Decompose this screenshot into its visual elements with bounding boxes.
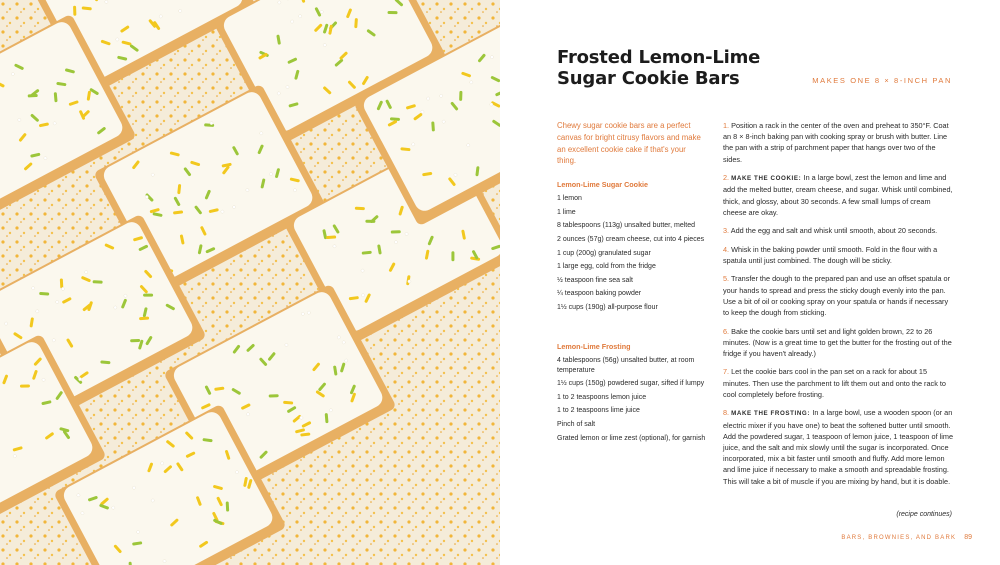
ingredient-item: 1 to 2 teaspoons lime juice	[557, 407, 640, 415]
recipe-step	[723, 244, 955, 266]
recipe-step	[723, 407, 955, 486]
ingredient-item: 1 to 2 teaspoons lemon juice	[557, 393, 647, 401]
step-text: Bake the cookie bars until set and light golden brown, 22 to 26 minutes. (Now is a great time to get the butter for the frosting out of the fridge if you haven't already.)	[723, 326, 952, 358]
step-text: Add the egg and salt and whisk until smooth, about 20 seconds.	[730, 226, 938, 236]
ingredient-item: ¼ teaspoon baking powder	[557, 290, 642, 298]
step-number: 2.	[723, 173, 732, 183]
ingredient-item: 1 lemon	[557, 195, 582, 203]
frosting-ingredient-list	[557, 356, 707, 443]
recipe-step	[723, 366, 955, 400]
recipe-step	[723, 225, 955, 236]
step-label: MAKE THE COOKIE:	[731, 175, 804, 183]
recipe-step	[723, 326, 955, 360]
step-number: 6.	[723, 326, 732, 336]
ingredient-item: 1½ cups (150g) powdered sugar, sifted if lumpy	[557, 380, 705, 388]
step-text: Position a rack in the center of the oven and preheat to 350°F. Coat an 8 × 8-inch baking pan with cooking spray or brush with butter. Line the pan with a strip of parchment paper that hangs over two of the sides.	[723, 121, 949, 164]
step-text: Let the cookie bars cool in the pan set on a rack for about 15 minutes. Then use the parchment to lift them out and onto the rack to cool completely before frosting.	[723, 367, 946, 399]
step-number: 5.	[723, 274, 731, 284]
recipe-step	[723, 172, 955, 218]
step-number: 7.	[723, 367, 732, 377]
cookie-ingredients	[557, 180, 707, 317]
recipe-step	[723, 273, 955, 318]
step-number: 1.	[723, 121, 732, 130]
recipe-step	[723, 120, 955, 165]
ingredient-item: 1 cup (200g) granulated sugar	[557, 249, 651, 257]
cookie-ingredients-heading: Lemon-Lime Sugar Cookie	[557, 180, 649, 189]
recipe-title: Frosted Lemon-Lime Sugar Cookie Bars	[557, 47, 761, 89]
ingredient-item: 4 tablespoons (56g) unsalted butter, at room temperature	[557, 357, 695, 374]
recipe-page	[500, 0, 1000, 565]
section-name: BARS, BROWNIES, AND BARK	[841, 535, 957, 541]
page-number: 89	[964, 534, 972, 541]
step-number: 3.	[723, 226, 731, 236]
ingredient-item: Grated lemon or lime zest (optional), for garnish	[557, 434, 706, 442]
page-footer	[841, 534, 972, 541]
ingredient-item: ½ teaspoon fine sea salt	[557, 276, 633, 284]
step-text: In a large bowl, use a wooden spoon (or an electric mixer if you have one) to beat the softened butter until smooth. Add the powdered sugar, 1 teaspoon of lemon juice, 1 teaspoon of lime juice, and the salt and mix slowly until the sugar is incorporated. Once incorporated, mix a bit faster until smooth and fluffy. Add more lemon and lime juice if necessary to make a smooth and spreadable frosting. This will take a bit of muscle if you are mixing by hand, but it is doable.	[723, 408, 954, 486]
ingredient-item: 1 lime	[557, 208, 576, 216]
ingredient-item: 1 large egg, cold from the fridge	[557, 263, 656, 271]
cookie-ingredient-list	[557, 194, 707, 312]
recipe-steps	[723, 120, 955, 494]
ingredient-item: 1½ cups (190g) all-purpose flour	[557, 304, 658, 312]
ingredient-item: 8 tablespoons (113g) unsalted butter, melted	[557, 222, 696, 230]
step-text: Whisk in the baking powder until smooth. Fold in the flour with a spatula until just combined. The dough will be sticky.	[723, 244, 938, 265]
recipe-continues-note: (recipe continues)	[896, 511, 952, 518]
step-text: In a large bowl, zest the lemon and lime and add the melted butter, cream cheese, and sugar. Whisk until combined, thick, and glossy, about 30 seconds. A few small lumps of cream cheese are okay.	[723, 173, 953, 217]
recipe-yield: MAKES ONE 8 × 8-INCH PAN	[812, 76, 952, 85]
step-label: MAKE THE FROSTING:	[731, 410, 813, 418]
frosting-ingredients	[557, 342, 707, 447]
step-number: 4.	[723, 244, 732, 254]
ingredient-item: Pinch of salt	[557, 420, 596, 428]
recipe-intro: Chewy sugar cookie bars are a perfect canvas for bright citrusy flavors and make an excellent cookie cake if that's your thing.	[557, 121, 701, 166]
step-text: Transfer the dough to the prepared pan and use an offset spatula or your hands to spread and press the sticky dough evenly into the pan. Use a bit of oil or cooking spray on your spatula or hands if necessary to keep the dough from sticking.	[723, 274, 951, 318]
ingredient-item: 2 ounces (57g) cream cheese, cut into 4 pieces	[557, 236, 705, 244]
frosting-ingredients-heading: Lemon-Lime Frosting	[557, 342, 631, 351]
step-number: 8.	[723, 408, 732, 418]
